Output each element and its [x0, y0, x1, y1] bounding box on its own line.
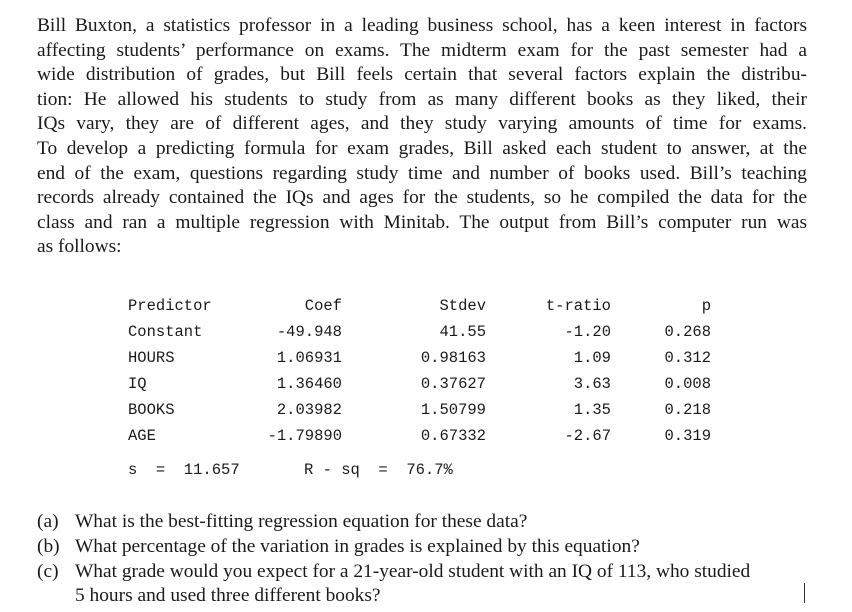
- paragraph-line: wide distribution of grades, but Bill feels certain that several factors explain the distribu-: [37, 64, 807, 86]
- cell-predictor: HOURS: [128, 349, 175, 367]
- cell-coef: -1.79890: [267, 427, 342, 445]
- header-stdev: Stdev: [439, 297, 486, 315]
- paragraph-line: To develop a predicting formula for exam grades, Bill asked each student to answer, at the: [37, 137, 807, 159]
- cell-p: 0.008: [664, 375, 711, 393]
- paragraph-line: as follows:: [37, 236, 122, 258]
- header-predictor: Predictor: [128, 297, 212, 315]
- question-label: (b): [37, 536, 60, 557]
- cell-predictor: AGE: [128, 427, 156, 445]
- header-t-ratio: t-ratio: [545, 297, 611, 315]
- cell-coef: -49.948: [276, 323, 342, 341]
- cell-stdev: 1.50799: [420, 401, 486, 419]
- paragraph-line: end of the exam, questions regarding study time and number of books used. Bill’s teaching: [37, 162, 807, 184]
- cell-predictor: IQ: [128, 375, 147, 393]
- header-coef: Coef: [304, 297, 342, 315]
- cell-t-ratio: 1.35: [573, 401, 611, 419]
- paragraph-line: Bill Buxton, a statistics professor in a leading business school, has a keen interest in factors: [37, 15, 807, 36]
- question-text: 5 hours and used three different books?: [75, 585, 381, 606]
- question-text: What is the best-fitting regression equation for these data?: [75, 511, 528, 532]
- cell-coef: 2.03982: [276, 401, 342, 419]
- cell-coef: 1.36460: [276, 375, 342, 393]
- cell-t-ratio: -1.20: [564, 323, 611, 341]
- question-a: [37, 510, 527, 535]
- problem-paragraph: [37, 14, 807, 260]
- question-text: What percentage of the variation in grades is explained by this equation?: [75, 536, 640, 557]
- summary-r-sq: R - sq = 76.7%: [304, 461, 453, 479]
- cell-stdev: 0.67332: [420, 427, 486, 445]
- cell-stdev: 0.37627: [420, 375, 486, 393]
- paragraph-line: tion: He allowed his students to study from as many different books as they liked, their: [37, 88, 807, 110]
- question-label: (a): [37, 511, 59, 532]
- question-c: [37, 560, 750, 585]
- cell-predictor: BOOKS: [128, 401, 175, 419]
- summary-s: s = 11.657: [128, 461, 240, 479]
- header-p: p: [701, 297, 711, 315]
- cell-stdev: 41.55: [439, 323, 486, 341]
- paragraph-line: class and ran a multiple regression with Minitab. The output from Bill’s computer run was: [37, 211, 807, 233]
- cell-t-ratio: 1.09: [573, 349, 611, 367]
- cell-predictor: Constant: [128, 323, 203, 341]
- cell-coef: 1.06931: [276, 349, 342, 367]
- question-label: (c): [37, 561, 59, 582]
- cell-p: 0.218: [664, 401, 711, 419]
- cell-p: 0.312: [664, 349, 711, 367]
- question-b: [37, 535, 640, 560]
- paragraph-line: IQs vary, they are of different ages, and they study varying amounts of time for exams.: [37, 113, 807, 135]
- paragraph-line: affecting students’ performance on exams. The midterm exam for the past semester had a: [37, 39, 807, 61]
- question-c-continuation: [37, 584, 381, 609]
- question-text: What grade would you expect for a 21-year-old student with an IQ of 113, who studied: [75, 561, 751, 582]
- cell-t-ratio: -2.67: [564, 427, 611, 445]
- paragraph-line: records already contained the IQs and ages for the students, so he compiled the data for the: [37, 187, 807, 209]
- cell-p: 0.268: [664, 323, 711, 341]
- text-cursor: [804, 583, 805, 603]
- cell-p: 0.319: [664, 427, 711, 445]
- cell-stdev: 0.98163: [420, 349, 486, 367]
- cell-t-ratio: 3.63: [573, 375, 611, 393]
